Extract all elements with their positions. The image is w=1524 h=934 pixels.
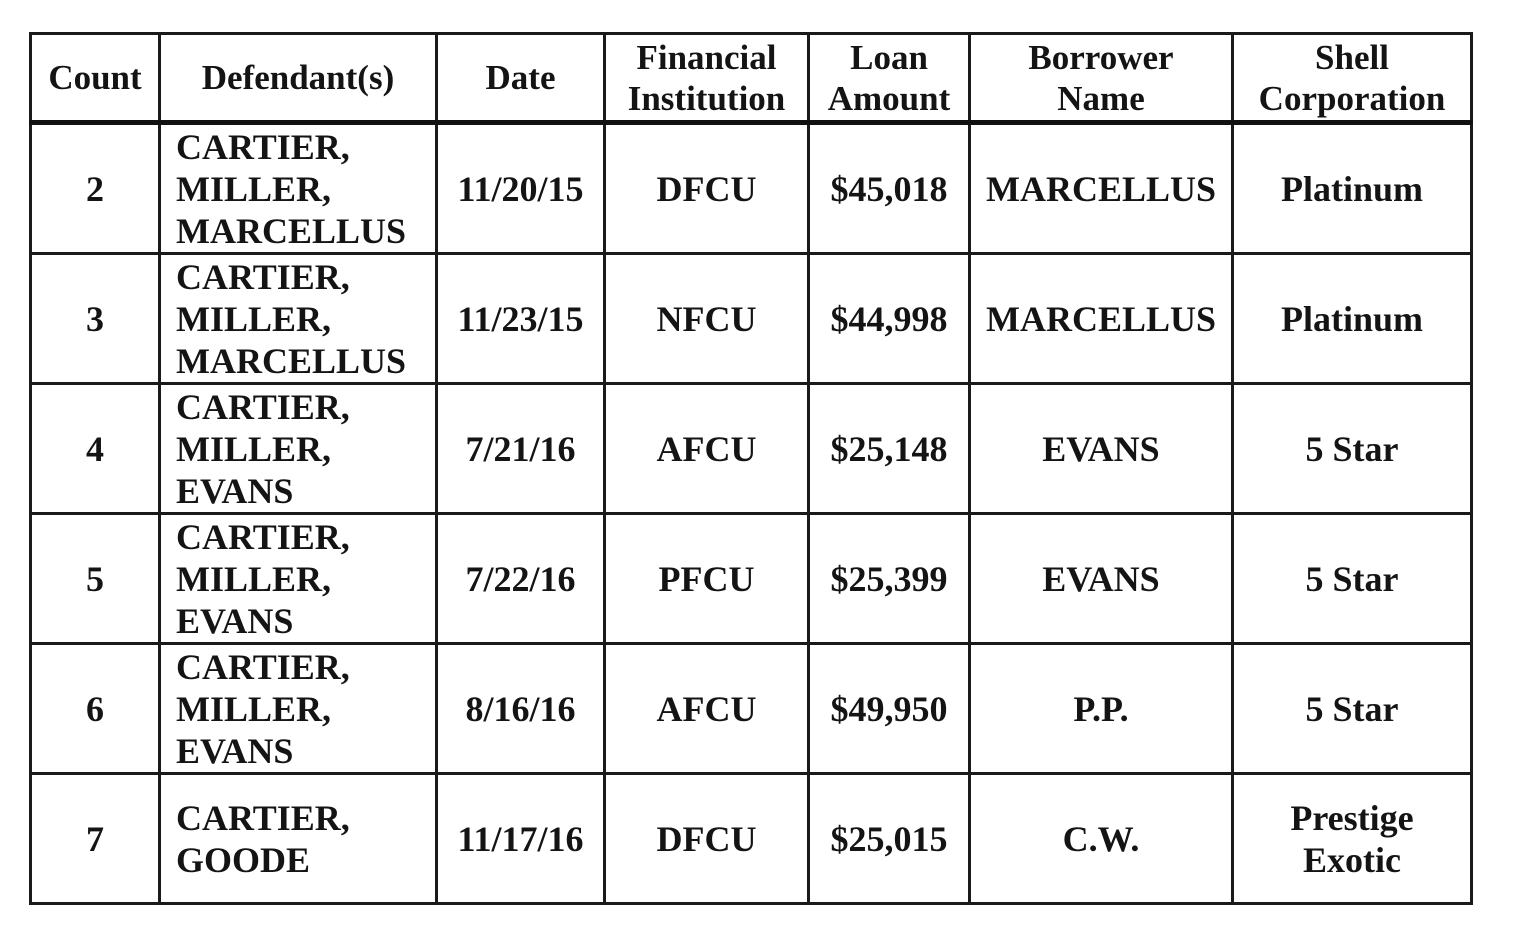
- amount-cell: $44,998: [809, 254, 970, 384]
- count-cell: 3: [31, 254, 160, 384]
- borrower-cell: EVANS: [970, 514, 1233, 644]
- amount-cell: $45,018: [809, 123, 970, 254]
- borrower-cell: P.P.: [970, 644, 1233, 774]
- shell-cell: Platinum: [1233, 123, 1472, 254]
- loan-counts-table: [29, 32, 1473, 905]
- header-date: Date: [437, 34, 605, 123]
- defendants-cell: CARTIER, MILLER, MARCELLUS: [160, 254, 437, 384]
- date-cell: 8/16/16: [437, 644, 605, 774]
- shell-cell: Prestige Exotic: [1233, 774, 1472, 904]
- table-row: [31, 254, 1472, 384]
- header-shell-corporation: Shell Corporation: [1233, 34, 1472, 123]
- header-defendants: Defendant(s): [160, 34, 437, 123]
- amount-cell: $25,148: [809, 384, 970, 514]
- borrower-cell: MARCELLUS: [970, 254, 1233, 384]
- borrower-cell: C.W.: [970, 774, 1233, 904]
- table-row: [31, 123, 1472, 254]
- institution-cell: DFCU: [605, 123, 809, 254]
- institution-cell: PFCU: [605, 514, 809, 644]
- count-cell: 6: [31, 644, 160, 774]
- table-row: [31, 644, 1472, 774]
- date-cell: 7/22/16: [437, 514, 605, 644]
- defendants-cell: CARTIER, MILLER, MARCELLUS: [160, 123, 437, 254]
- date-cell: 11/17/16: [437, 774, 605, 904]
- borrower-cell: EVANS: [970, 384, 1233, 514]
- defendants-cell: CARTIER, GOODE: [160, 774, 437, 904]
- institution-cell: NFCU: [605, 254, 809, 384]
- shell-cell: 5 Star: [1233, 384, 1472, 514]
- header-count: Count: [31, 34, 160, 123]
- count-cell: 7: [31, 774, 160, 904]
- defendants-cell: CARTIER, MILLER, EVANS: [160, 644, 437, 774]
- header-financial-institution: Financial Institution: [605, 34, 809, 123]
- institution-cell: AFCU: [605, 644, 809, 774]
- count-cell: 4: [31, 384, 160, 514]
- date-cell: 7/21/16: [437, 384, 605, 514]
- header-loan-amount: Loan Amount: [809, 34, 970, 123]
- borrower-cell: MARCELLUS: [970, 123, 1233, 254]
- table-row: [31, 384, 1472, 514]
- date-cell: 11/20/15: [437, 123, 605, 254]
- defendants-cell: CARTIER, MILLER, EVANS: [160, 514, 437, 644]
- date-cell: 11/23/15: [437, 254, 605, 384]
- amount-cell: $25,015: [809, 774, 970, 904]
- shell-cell: Platinum: [1233, 254, 1472, 384]
- header-borrower-name: Borrower Name: [970, 34, 1233, 123]
- count-cell: 2: [31, 123, 160, 254]
- institution-cell: DFCU: [605, 774, 809, 904]
- header-row: [31, 34, 1472, 123]
- defendants-cell: CARTIER, MILLER, EVANS: [160, 384, 437, 514]
- shell-cell: 5 Star: [1233, 644, 1472, 774]
- count-cell: 5: [31, 514, 160, 644]
- amount-cell: $49,950: [809, 644, 970, 774]
- shell-cell: 5 Star: [1233, 514, 1472, 644]
- table-row: [31, 514, 1472, 644]
- table-row: [31, 774, 1472, 904]
- institution-cell: AFCU: [605, 384, 809, 514]
- amount-cell: $25,399: [809, 514, 970, 644]
